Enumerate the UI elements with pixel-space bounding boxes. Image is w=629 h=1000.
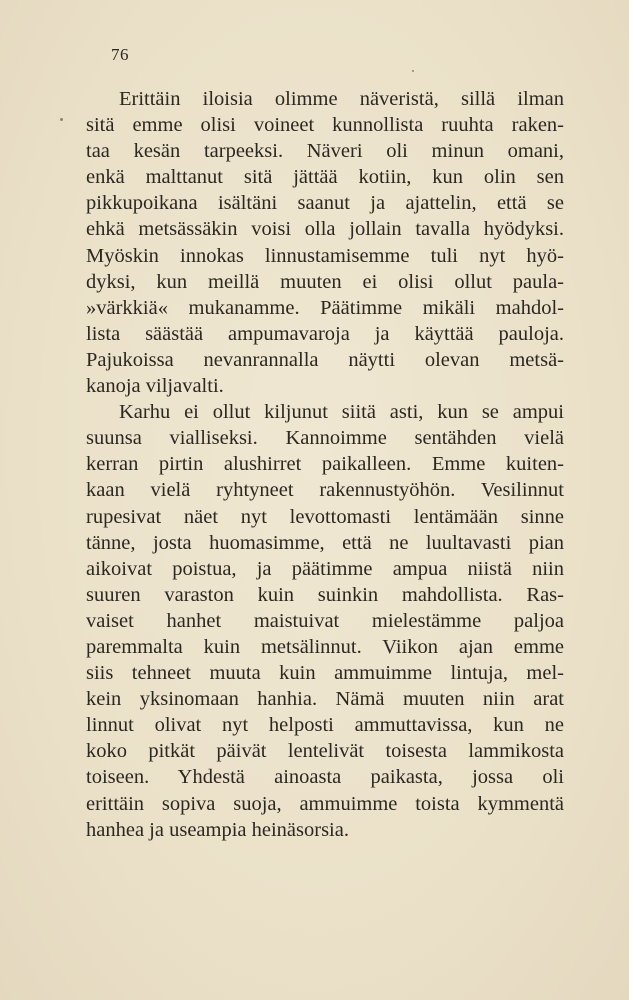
- text-line: koko pitkät päivät lentelivät toisesta lammikosta: [86, 740, 564, 763]
- text-line: tänne, josta huomasimme, että ne luultavasti pian: [86, 531, 564, 554]
- text-line: rupesivat näet nyt levottomasti lentämään sinne: [86, 505, 564, 528]
- text-line: sitä emme olisi voineet kunnollista ruuhta raken-: [86, 114, 564, 137]
- text-line: enkä malttanut sitä jättää kotiin, kun olin sen: [86, 166, 564, 189]
- text-line: kerran pirtin alushirret paikalleen. Emme kuiten-: [86, 453, 564, 476]
- text-line: kaan vielä ryhtyneet rakennustyöhön. Vesilinnut: [86, 479, 564, 502]
- text-line: vaiset hanhet maistuivat mielestämme paljoa: [86, 609, 564, 632]
- text-line: erittäin sopiva suoja, ammuimme toista kymmentä: [86, 792, 564, 815]
- body-text: [86, 86, 564, 843]
- text-line: kein yksinomaan hanhia. Nämä muuten niin arat: [86, 688, 564, 711]
- text-line: ehkä metsässäkin voisi olla jollain tavalla hyödyksi.: [86, 218, 564, 241]
- text-line: dyksi, kun meillä muuten ei olisi ollut paula-: [86, 270, 564, 293]
- text-line: suunsa vialliseksi. Kannoimme sentähden vielä: [86, 427, 564, 450]
- text-line: suuren varaston kuin suinkin mahdollista. Ras-: [86, 583, 564, 606]
- text-line: siis tehneet muuta kuin ammuimme lintuja, mel-: [86, 662, 564, 685]
- text-line: kanoja viljavalti.: [86, 375, 224, 398]
- text-line: hanhea ja useampia heinäsorsia.: [86, 818, 349, 841]
- text-line: linnut olivat nyt helposti ammuttavissa, kun ne: [86, 714, 564, 737]
- text-line: Erittäin iloisia olimme näveristä, sillä ilman: [119, 88, 564, 110]
- text-line: lista säästää ampumavaroja ja käyttää pauloja.: [86, 322, 564, 345]
- text-line: toiseen. Yhdestä ainoasta paikasta, jossa oli: [86, 766, 564, 789]
- paper-speck: [60, 118, 63, 121]
- page-number: 76: [111, 45, 129, 64]
- text-line: taa kesän tarpeeksi. Näveri oli minun omani,: [86, 140, 564, 163]
- text-line: pikkupoikana isältäni saanut ja ajattelin, että se: [86, 192, 564, 215]
- text-line: paremmalta kuin metsälinnut. Viikon ajan emme: [86, 635, 564, 658]
- text-line: Myöskin innokas linnustamisemme tuli nyt hyö-: [86, 244, 564, 267]
- paper-speck: [412, 70, 414, 72]
- text-line: »värkkiä« mukanamme. Päätimme mikäli mahdol-: [86, 296, 564, 319]
- text-line: Karhu ei ollut kiljunut siitä asti, kun se ampui: [119, 401, 564, 424]
- text-line: aikoivat poistua, ja päätimme ampua niistä niin: [86, 557, 564, 580]
- text-line: Pajukoissa nevanrannalla näytti olevan metsä-: [86, 348, 564, 371]
